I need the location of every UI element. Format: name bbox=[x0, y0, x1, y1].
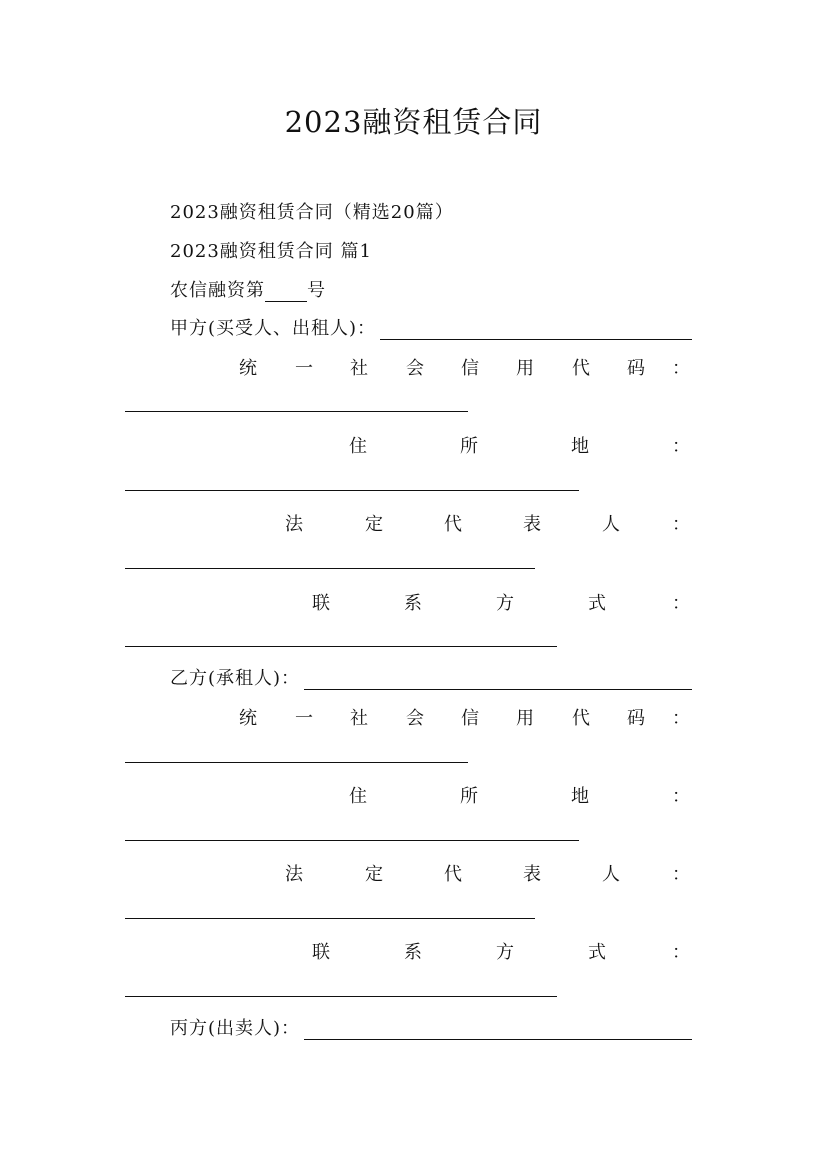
label-char: 人 bbox=[602, 864, 620, 885]
label-char: 人 bbox=[602, 514, 620, 535]
colon: ： bbox=[672, 942, 690, 963]
party-a-line bbox=[170, 314, 692, 340]
party-b-address-label bbox=[125, 782, 690, 812]
label-char: 住 bbox=[349, 786, 367, 807]
label-char: 联 bbox=[312, 593, 330, 614]
contract-section-heading: 2023融资租赁合同 篇1 bbox=[170, 241, 372, 262]
label-char: 系 bbox=[404, 593, 422, 614]
label-char: 所 bbox=[460, 436, 478, 457]
label-char: 式 bbox=[588, 942, 606, 963]
label-char: 住 bbox=[349, 436, 367, 457]
contract-collection-title: 2023融资租赁合同（精选20篇） bbox=[170, 202, 454, 223]
party-b-label: 乙方(承租人)： bbox=[170, 668, 301, 689]
colon: ： bbox=[672, 358, 690, 379]
colon: ： bbox=[672, 864, 690, 885]
party-a-address-blank[interactable] bbox=[125, 490, 579, 491]
party-b-blank[interactable] bbox=[304, 669, 692, 690]
label-char: 所 bbox=[460, 786, 478, 807]
colon: ： bbox=[672, 514, 690, 535]
party-a-legal-rep-blank[interactable] bbox=[125, 568, 535, 569]
label-char: 代 bbox=[572, 358, 590, 379]
label-char: 社 bbox=[350, 708, 368, 729]
label-char: 统 bbox=[239, 708, 257, 729]
label-char: 代 bbox=[444, 514, 462, 535]
label-char: 联 bbox=[312, 942, 330, 963]
party-b-credit-code-label bbox=[125, 704, 690, 734]
label-char: 信 bbox=[461, 708, 479, 729]
label-char: 会 bbox=[406, 358, 424, 379]
contract-number-suffix: 号 bbox=[307, 280, 326, 301]
party-b-legal-rep-label bbox=[125, 860, 690, 890]
party-b-legal-rep-blank[interactable] bbox=[125, 918, 535, 919]
party-b-contact-label bbox=[125, 938, 690, 968]
contract-number-prefix: 农信融资第 bbox=[170, 280, 265, 301]
contract-number-blank[interactable] bbox=[265, 281, 307, 302]
label-char: 表 bbox=[523, 514, 541, 535]
party-b-line bbox=[170, 664, 692, 690]
label-char: 用 bbox=[516, 358, 534, 379]
label-char: 法 bbox=[285, 514, 303, 535]
party-a-contact-label bbox=[125, 589, 690, 619]
party-a-blank[interactable] bbox=[380, 319, 692, 340]
label-char: 地 bbox=[571, 436, 589, 457]
label-char: 一 bbox=[295, 708, 313, 729]
label-char: 一 bbox=[295, 358, 313, 379]
colon: ： bbox=[672, 708, 690, 729]
label-char: 地 bbox=[571, 786, 589, 807]
party-a-credit-code-blank[interactable] bbox=[125, 411, 468, 412]
label-char: 码 bbox=[627, 708, 645, 729]
colon: ： bbox=[672, 593, 690, 614]
party-a-legal-rep-label bbox=[125, 510, 690, 540]
party-c-line bbox=[170, 1014, 692, 1040]
label-char: 码 bbox=[627, 358, 645, 379]
label-char: 代 bbox=[572, 708, 590, 729]
label-char: 代 bbox=[444, 864, 462, 885]
label-char: 方 bbox=[496, 942, 514, 963]
label-char: 会 bbox=[406, 708, 424, 729]
label-char: 定 bbox=[365, 514, 383, 535]
party-a-address-label bbox=[125, 432, 690, 462]
label-char: 信 bbox=[461, 358, 479, 379]
label-char: 式 bbox=[588, 593, 606, 614]
party-c-label: 丙方(出卖人)： bbox=[170, 1018, 301, 1039]
label-char: 系 bbox=[404, 942, 422, 963]
colon: ： bbox=[672, 436, 690, 457]
party-a-label: 甲方(买受人、出租人)： bbox=[170, 318, 377, 339]
document-title: 2023融资租赁合同 bbox=[284, 105, 543, 139]
contract-number-line bbox=[170, 276, 326, 302]
label-char: 方 bbox=[496, 593, 514, 614]
party-a-contact-blank[interactable] bbox=[125, 646, 557, 647]
party-b-contact-blank[interactable] bbox=[125, 996, 557, 997]
label-char: 用 bbox=[516, 708, 534, 729]
label-char: 社 bbox=[350, 358, 368, 379]
party-a-credit-code-label bbox=[125, 354, 690, 384]
party-b-address-blank[interactable] bbox=[125, 840, 579, 841]
label-char: 定 bbox=[365, 864, 383, 885]
label-char: 表 bbox=[523, 864, 541, 885]
party-b-credit-code-blank[interactable] bbox=[125, 762, 468, 763]
party-c-blank[interactable] bbox=[304, 1019, 692, 1040]
colon: ： bbox=[672, 786, 690, 807]
label-char: 法 bbox=[285, 864, 303, 885]
label-char: 统 bbox=[239, 358, 257, 379]
